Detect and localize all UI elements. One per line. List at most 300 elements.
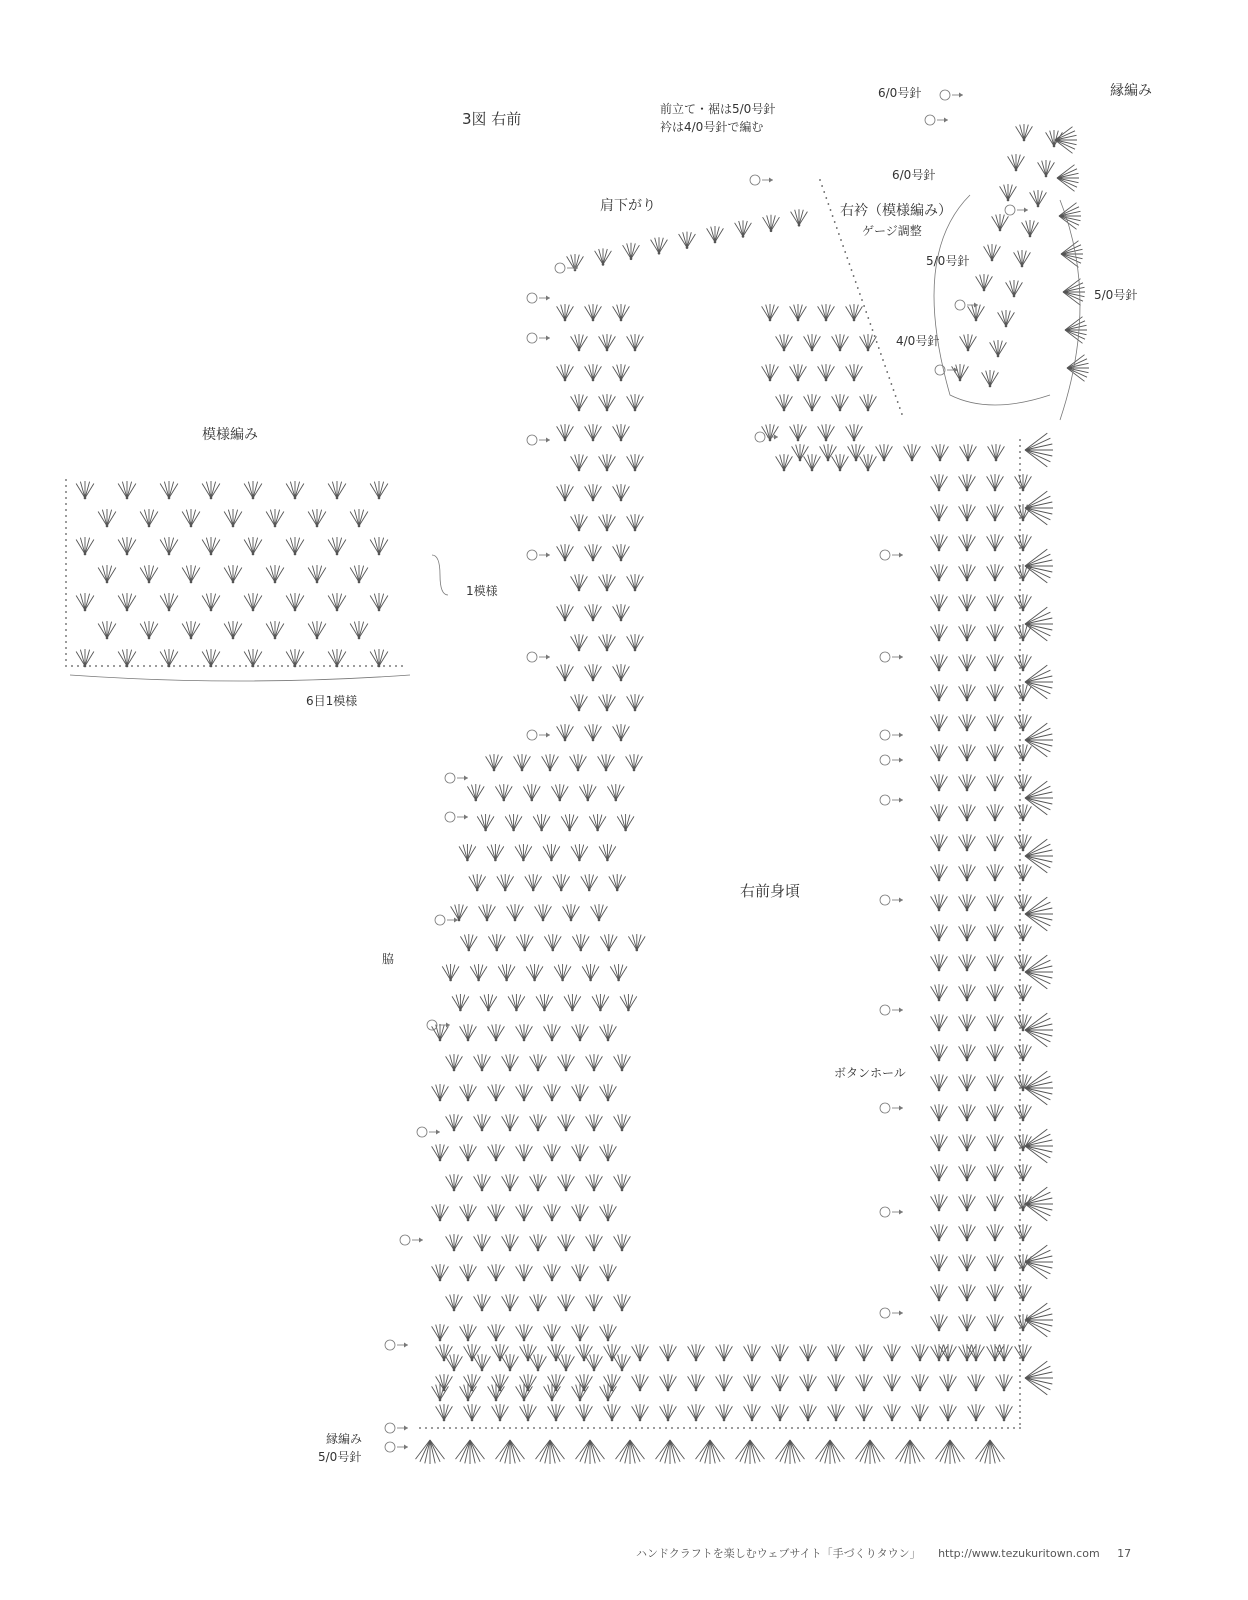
shell-stitch (1015, 774, 1032, 791)
shell-stitch (912, 1374, 929, 1391)
chain-stitch (149, 665, 151, 667)
shell-stitch (987, 624, 1004, 641)
edging-shell (1025, 1303, 1053, 1337)
chain-stitch (743, 1427, 745, 1429)
shell-stitch (432, 1264, 449, 1281)
chain-stitch (1019, 601, 1021, 603)
shell-stitch (790, 304, 807, 321)
chain-stitch (383, 665, 385, 667)
shell-stitch (959, 804, 976, 821)
shell-stitch (488, 934, 505, 951)
chain-stitch (901, 413, 903, 415)
chain-stitch (1019, 1417, 1021, 1419)
chain-stitch (1019, 1135, 1021, 1137)
shell-stitch (959, 564, 976, 581)
chain-stitch (1019, 1375, 1021, 1377)
chain-stitch (581, 1427, 583, 1429)
chain-stitch (575, 1427, 577, 1429)
shell-stitch (488, 1024, 505, 1041)
chain-stitch (65, 539, 67, 541)
shell-stitch (460, 1084, 477, 1101)
chain-stitch (1019, 505, 1021, 507)
chain-stitch (767, 1427, 769, 1429)
shell-stitch (614, 1114, 631, 1131)
edging-shell (1061, 241, 1083, 268)
shell-stitch (553, 874, 570, 891)
shell-stitch (488, 1264, 505, 1281)
shell-stitch (464, 1404, 481, 1421)
shell-stitch (530, 1174, 547, 1191)
chain-stitch (365, 665, 367, 667)
shell-stitch (614, 1354, 631, 1371)
chain-stitch (1019, 571, 1021, 573)
row-marker (527, 652, 550, 662)
shell-stitch (968, 1344, 985, 1361)
shell-stitch (1015, 684, 1032, 701)
shell-stitch (860, 454, 877, 471)
shell-stitch (832, 334, 849, 351)
shell-stitch (76, 649, 94, 667)
shell-stitch (436, 1374, 453, 1391)
shell-stitch (627, 334, 644, 351)
chain-stitch (1019, 1357, 1021, 1359)
shell-stitch (628, 934, 645, 951)
chain-stitch (95, 665, 97, 667)
chain-stitch (443, 1427, 445, 1429)
chain-stitch (1019, 1117, 1021, 1119)
chain-stitch (1013, 1427, 1015, 1429)
shell-stitch (987, 864, 1004, 881)
shell-stitch (931, 1074, 948, 1091)
chain-stitch (1019, 1303, 1021, 1305)
chain-stitch (1019, 643, 1021, 645)
row-marker (417, 1127, 440, 1137)
shell-stitch (544, 1324, 561, 1341)
chain-stitch (1019, 439, 1021, 441)
shell-stitch (432, 1024, 449, 1041)
chain-stitch (1019, 493, 1021, 495)
chain-stitch (65, 617, 67, 619)
chain-stitch (761, 1427, 763, 1429)
edging-shell (1025, 839, 1053, 873)
shell-stitch (931, 1284, 948, 1301)
swatch-repeat-horizontal: 6目1模様 (306, 694, 358, 708)
shell-stitch (558, 1114, 575, 1131)
shell-stitch (804, 394, 821, 411)
chain-stitch (1019, 595, 1021, 597)
shell-stitch (586, 1234, 603, 1251)
chain-stitch (935, 1427, 937, 1429)
chain-stitch (1019, 1249, 1021, 1251)
shell-stitch (762, 424, 779, 441)
shell-stitch (959, 1194, 976, 1211)
chain-stitch (1019, 625, 1021, 627)
shell-stitch (987, 1344, 1004, 1361)
shell-stitch (582, 964, 599, 981)
shell-stitch (931, 744, 948, 761)
chain-stitch (855, 281, 857, 283)
chain-stitch (65, 521, 67, 523)
shell-stitch (370, 593, 388, 611)
shell-stitch (202, 649, 220, 667)
shell-stitch (600, 1264, 617, 1281)
chain-stitch (1019, 973, 1021, 975)
edging-shell (1025, 1187, 1053, 1221)
chain-stitch (863, 305, 865, 307)
shell-stitch (931, 1254, 948, 1271)
shell-stitch (987, 1194, 1004, 1211)
shell-stitch (599, 634, 616, 651)
shell-stitch (626, 754, 643, 771)
row-marker (880, 1005, 903, 1015)
shell-stitch (987, 1044, 1004, 1061)
chain-stitch (701, 1427, 703, 1429)
chain-stitch (1019, 1285, 1021, 1287)
shell-stitch (987, 714, 1004, 731)
chain-stitch (707, 1427, 709, 1429)
shell-stitch (557, 304, 574, 321)
shell-stitch (98, 509, 116, 527)
chain-stitch (886, 371, 888, 373)
chain-stitch (893, 1427, 895, 1429)
chain-stitch (293, 665, 295, 667)
chain-stitch (515, 1427, 517, 1429)
shell-stitch (931, 1314, 948, 1331)
chain-stitch (1019, 709, 1021, 711)
shell-stitch (632, 1374, 649, 1391)
footer-url[interactable]: http://www.tezukuritown.com (938, 1547, 1100, 1560)
row-marker (1005, 205, 1028, 215)
shell-stitch (558, 1234, 575, 1251)
shell-stitch (613, 484, 630, 501)
chain-stitch (1019, 817, 1021, 819)
chain-stitch (65, 533, 67, 535)
shell-stitch (536, 994, 553, 1011)
shoulder-slope-label: 肩下がり (600, 198, 656, 214)
shell-stitch (502, 1054, 519, 1071)
shell-stitch (959, 744, 976, 761)
chain-stitch (1019, 841, 1021, 843)
chain-stitch (821, 1427, 823, 1429)
shell-stitch (598, 754, 615, 771)
shell-stitch (585, 304, 602, 321)
shell-stitch (520, 1374, 537, 1391)
chain-stitch (797, 1427, 799, 1429)
row-marker (400, 1235, 423, 1245)
chain-stitch (857, 1427, 859, 1429)
row-marker (435, 915, 458, 925)
chain-stitch (1019, 637, 1021, 639)
shell-stitch (572, 934, 589, 951)
chain-stitch (161, 665, 163, 667)
hook-5-0-collar: 5/0号針 (926, 254, 970, 268)
chain-stitch (299, 665, 301, 667)
shell-stitch (623, 243, 640, 260)
shell-stitch (1015, 894, 1032, 911)
chain-stitch (257, 665, 259, 667)
shell-stitch (502, 1114, 519, 1131)
shell-stitch (487, 844, 504, 861)
chain-stitch (1019, 1381, 1021, 1383)
shell-stitch (592, 994, 609, 1011)
shell-stitch (959, 1224, 976, 1241)
repeat-bracket (432, 555, 448, 595)
shell-stitch (931, 1014, 948, 1031)
shell-stitch (571, 334, 588, 351)
shell-stitch (931, 1224, 948, 1241)
shell-stitch (931, 684, 948, 701)
shell-stitch (792, 444, 809, 461)
shell-stitch (818, 304, 835, 321)
shell-stitch (202, 593, 220, 611)
shell-stitch (530, 1294, 547, 1311)
shell-stitch (987, 684, 1004, 701)
shell-stitch (579, 784, 596, 801)
chain-stitch (1019, 1369, 1021, 1371)
chain-stitch (1019, 859, 1021, 861)
chain-stitch (65, 635, 67, 637)
chain-stitch (1019, 931, 1021, 933)
chain-stitch (867, 317, 869, 319)
chain-stitch (1019, 559, 1021, 561)
shell-stitch (617, 814, 634, 831)
shell-stitch (614, 1174, 631, 1191)
shell-stitch (627, 694, 644, 711)
chain-stitch (551, 1427, 553, 1429)
chain-stitch (1019, 1237, 1021, 1239)
shell-stitch (987, 1224, 1004, 1241)
chain-stitch (659, 1427, 661, 1429)
edging-shell (856, 1440, 885, 1464)
shell-stitch (544, 1024, 561, 1041)
chain-stitch (1019, 883, 1021, 885)
chart-title: 3図 右前 (462, 110, 522, 128)
chain-stitch (83, 665, 85, 667)
chain-stitch (1019, 511, 1021, 513)
shell-stitch (508, 994, 525, 1011)
chain-stitch (875, 1427, 877, 1429)
shell-stitch (1038, 160, 1055, 177)
shell-stitch (968, 1404, 985, 1421)
chain-stitch (539, 1427, 541, 1429)
shell-stitch (502, 1294, 519, 1311)
shell-stitch (604, 1404, 621, 1421)
shell-stitch (564, 994, 581, 1011)
shell-stitch (516, 1084, 533, 1101)
chain-stitch (1019, 907, 1021, 909)
row-marker (880, 755, 903, 765)
shell-stitch (557, 424, 574, 441)
chain-stitch (1019, 1189, 1021, 1191)
chain-stitch (825, 197, 827, 199)
chain-stitch (593, 1427, 595, 1429)
shell-stitch (571, 574, 588, 591)
chain-stitch (1019, 823, 1021, 825)
shell-stitch (446, 1354, 463, 1371)
chain-stitch (395, 665, 397, 667)
shell-stitch (432, 1084, 449, 1101)
footer-site-text: ハンドクラフトを楽しむウェブサイト「手づくりタウン」 (636, 1547, 921, 1560)
chain-stitch (455, 1427, 457, 1429)
shell-stitch (931, 624, 948, 641)
chain-stitch (983, 1427, 985, 1429)
chain-stitch (1019, 649, 1021, 651)
shell-stitch (1015, 744, 1032, 761)
shell-stitch (585, 424, 602, 441)
chain-stitch (335, 665, 337, 667)
row-marker (527, 293, 550, 303)
shell-stitch (707, 226, 724, 243)
chain-stitch (1019, 1195, 1021, 1197)
shell-stitch (480, 994, 497, 1011)
shell-stitch (959, 594, 976, 611)
shell-stitch (266, 621, 284, 639)
shell-stitch (492, 1404, 509, 1421)
shell-stitch (987, 804, 1004, 821)
shell-stitch (432, 1144, 449, 1161)
hook-6-0-lower: 6/0号針 (892, 168, 936, 182)
edging-shell (1025, 1071, 1053, 1105)
shell-stitch (959, 894, 976, 911)
shell-stitch (959, 1104, 976, 1121)
edging-shell (736, 1440, 765, 1464)
chain-stitch (815, 1427, 817, 1429)
shell-stitch (599, 454, 616, 471)
shell-stitch (244, 537, 262, 555)
shell-stitch (987, 504, 1004, 521)
shell-stitch (266, 509, 284, 527)
shell-stitch (959, 954, 976, 971)
edging-shell (896, 1440, 925, 1464)
shell-stitch (679, 232, 696, 249)
shell-stitch (828, 1344, 845, 1361)
chain-stitch (1019, 805, 1021, 807)
shell-stitch (932, 444, 949, 461)
shell-stitch (613, 544, 630, 561)
shell-stitch (613, 424, 630, 441)
chain-stitch (377, 665, 379, 667)
chain-stitch (1019, 925, 1021, 927)
chain-stitch (605, 1427, 607, 1429)
chain-stitch (870, 323, 872, 325)
edging-shell (616, 1440, 645, 1464)
shell-stitch (530, 1234, 547, 1251)
chain-stitch (587, 1427, 589, 1429)
chain-stitch (125, 665, 127, 667)
shell-stitch (488, 1084, 505, 1101)
shell-stitch (959, 474, 976, 491)
shell-stitch (286, 649, 304, 667)
chain-stitch (828, 203, 830, 205)
shell-stitch (987, 1164, 1004, 1181)
shell-stitch (286, 481, 304, 499)
chain-stitch (1019, 1231, 1021, 1233)
chain-stitch (737, 1427, 739, 1429)
body-label: 右前身頃 (740, 882, 801, 900)
chain-stitch (1019, 1123, 1021, 1125)
hook-5-0-edging: 5/0号針 (1094, 288, 1138, 302)
right-front-body-chart (432, 209, 1032, 1421)
shell-stitch (600, 1024, 617, 1041)
shell-stitch (370, 649, 388, 667)
edging-shell (696, 1440, 725, 1464)
shell-stitch (959, 654, 976, 671)
shell-stitch (1015, 924, 1032, 941)
chain-stitch (1019, 1393, 1021, 1395)
chain-stitch (1019, 1427, 1021, 1429)
collar-label: 右衿（模様編み） (840, 203, 952, 219)
shell-stitch (856, 1344, 873, 1361)
chain-stitch (872, 329, 874, 331)
shell-stitch (542, 754, 559, 771)
shell-stitch (716, 1374, 733, 1391)
shell-stitch (1015, 804, 1032, 821)
edging-shell (1065, 317, 1087, 344)
shell-stitch (856, 1404, 873, 1421)
row-marker (925, 115, 948, 125)
shell-stitch (140, 509, 158, 527)
row-marker (880, 730, 903, 740)
shell-stitch (860, 334, 877, 351)
shell-stitch (632, 1404, 649, 1421)
chain-stitch (1019, 1147, 1021, 1149)
shell-stitch (800, 1344, 817, 1361)
shell-stitch (660, 1374, 677, 1391)
shell-stitch (572, 1264, 589, 1281)
shell-stitch (931, 864, 948, 881)
chain-stitch (1019, 697, 1021, 699)
shell-stitch (514, 754, 531, 771)
chain-stitch (1019, 1153, 1021, 1155)
chain-stitch (473, 1427, 475, 1429)
edging-shell (936, 1440, 965, 1464)
row-marker (527, 550, 550, 560)
shell-stitch (968, 1374, 985, 1391)
shell-stitch (627, 634, 644, 651)
shell-stitch (488, 1204, 505, 1221)
chain-stitch (1019, 523, 1021, 525)
shell-stitch (516, 1024, 533, 1041)
chain-stitch (1019, 1339, 1021, 1341)
shell-stitch (571, 844, 588, 861)
shell-stitch (1015, 834, 1032, 851)
chain-stitch (838, 233, 840, 235)
shell-stitch (224, 621, 242, 639)
shell-stitch (599, 514, 616, 531)
hook-bracket (1060, 200, 1080, 420)
shell-stitch (610, 964, 627, 981)
shell-stitch (931, 924, 948, 941)
shell-stitch (460, 934, 477, 951)
shell-stitch (474, 1054, 491, 1071)
chain-stitch (1019, 955, 1021, 957)
chain-stitch (1019, 775, 1021, 777)
chain-stitch (859, 293, 861, 295)
shell-stitch (581, 874, 598, 891)
edging-shell (1025, 1013, 1053, 1047)
collar-chart (819, 124, 1089, 420)
chain-stitch (840, 239, 842, 241)
shell-stitch (548, 1404, 565, 1421)
chain-stitch (878, 347, 880, 349)
shell-stitch (464, 1344, 481, 1361)
shell-stitch (548, 1374, 565, 1391)
shell-stitch (931, 714, 948, 731)
shell-stitch (931, 1194, 948, 1211)
shell-stitch (772, 1344, 789, 1361)
chain-stitch (1019, 1027, 1021, 1029)
repeat-bracket (70, 675, 410, 681)
